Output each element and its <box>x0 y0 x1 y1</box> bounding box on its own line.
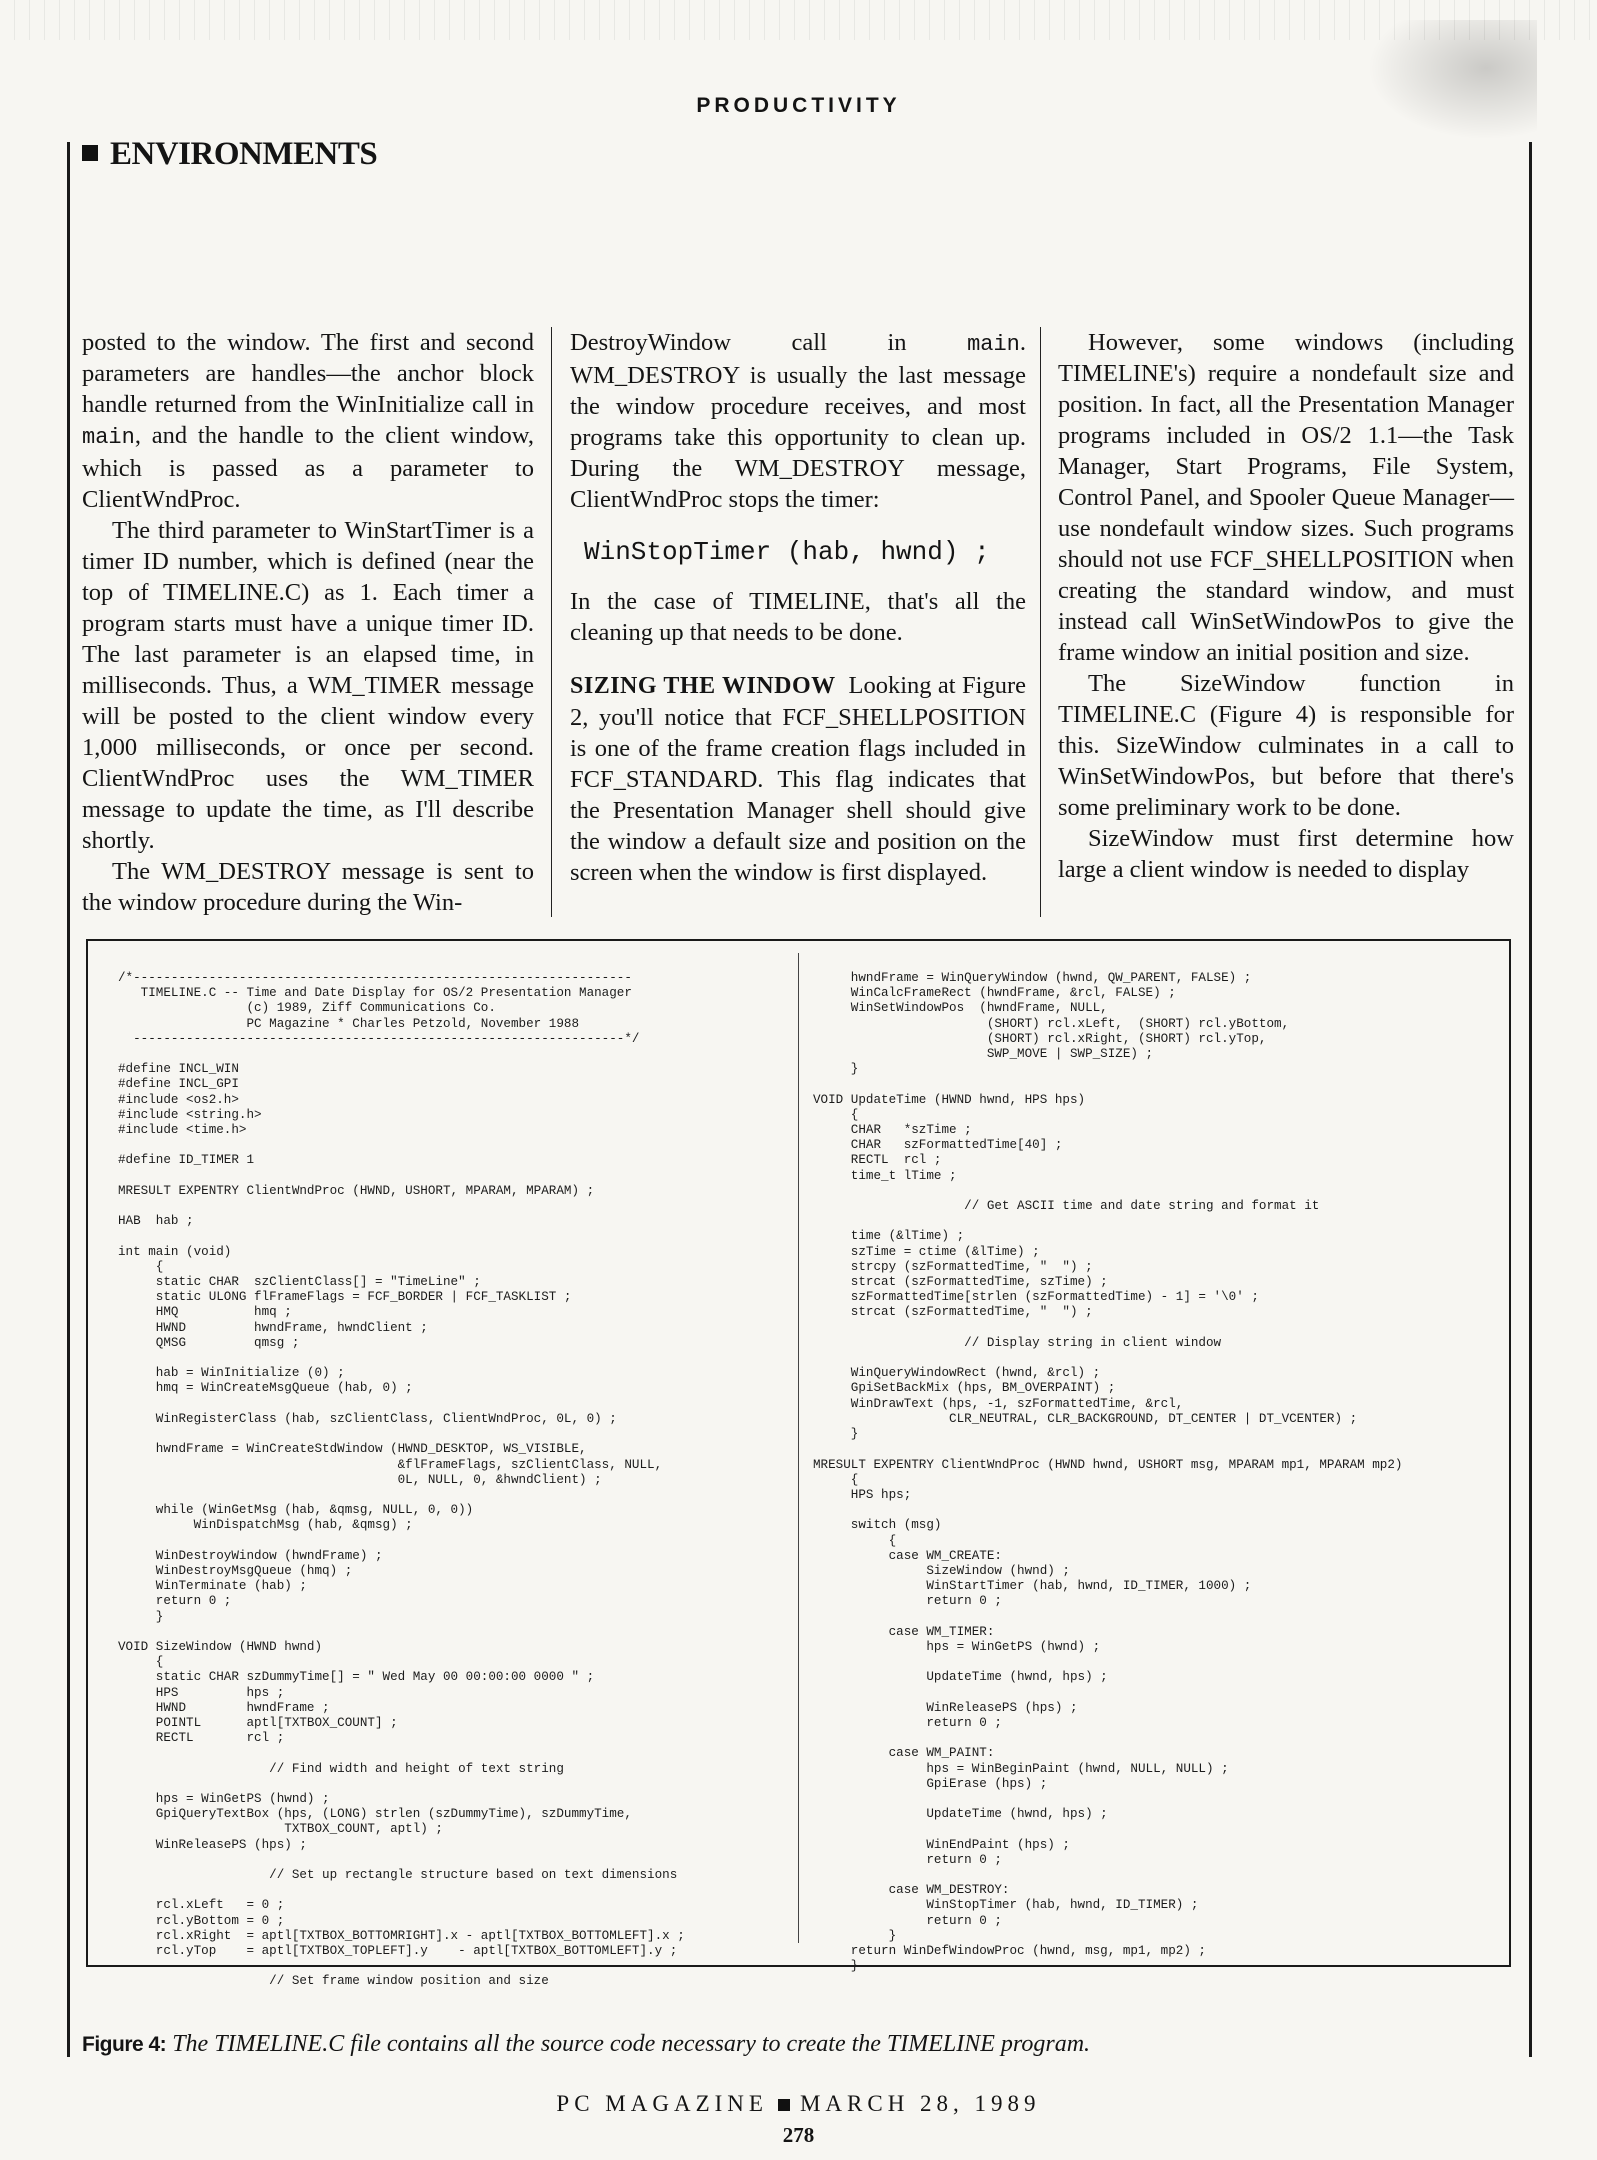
page-number: 278 <box>782 2123 815 2147</box>
paragraph: In the case of TIMELINE, that's all the cleaning up that needs to be done. <box>570 588 1026 646</box>
paragraph: SIZING THE WINDOW Looking at Figure 2, you'll notice that FCF_SHELLPOSITION is one of the frame creation flags included in FCF_STANDARD. This flag indicates that the Presentation Manager shell should give the window a default size and position on the screen when the window is first displayed. <box>570 672 1027 886</box>
scan-smudge <box>1367 20 1537 140</box>
article-column-3 <box>1058 327 1514 885</box>
paragraph: However, some windows (including TIMELINE's) require a nondefault size and position. In fact, all the Presentation Manager programs included in OS/2 1.1—the Task Manager, Start Programs, File System, Control Panel, and Spooler Queue Manager—use nondefault window sizes. Such programs should not use FCF_SHELLPOSITION when creating the standard window, and must instead call WinSetWindowPos to give the frame window an initial position and size. <box>1058 329 1514 666</box>
left-border-rule <box>67 142 70 2057</box>
section-header: PRODUCTIVITY <box>696 94 901 117</box>
caption-label: Figure 4: <box>82 2033 167 2056</box>
issue-date: MARCH 28, 1989 <box>799 2091 1041 2116</box>
column-divider <box>1040 327 1041 917</box>
footer-masthead <box>0 2091 1597 2117</box>
paragraph: The SizeWindow function in TIMELINE.C (Figure 4) is responsible for this. SizeWindow culminates in a call to WinSetWindowPos, but before that there's some preliminary work to be done. <box>1058 670 1514 821</box>
paragraph: DestroyWindow call in main. WM_DESTROY is usually the last message the window procedure receives, and most programs take this opportunity to clean up. During the WM_DESTROY message, ClientWndProc stops the timer: <box>570 329 1026 513</box>
inline-code: main <box>967 332 1020 357</box>
article-column-2 <box>570 327 1026 888</box>
caption-text: The TIMELINE.C file contains all the source code necessary to create the TIMELINE program. <box>166 2031 1091 2057</box>
paragraph: The WM_DESTROY message is sent to the window procedure during the Win- <box>82 858 534 916</box>
scan-noise <box>0 0 1597 40</box>
department-title <box>82 136 377 173</box>
listing-divider <box>798 953 799 1943</box>
figure-caption <box>82 2031 1090 2058</box>
square-bullet-icon <box>82 145 98 161</box>
article-column-1 <box>82 327 534 918</box>
figure-code-listing <box>86 939 1511 1989</box>
column-divider <box>551 327 552 917</box>
code-snippet: WinStopTimer (hab, hwnd) ; <box>584 537 990 567</box>
right-border-rule <box>1529 142 1532 2057</box>
paragraph: The third parameter to WinStartTimer is a timer ID number, which is defined (near the top of TIMELINE.C) as 1. Each timer a program starts must have a unique timer ID. The last parameter is an elapsed time, in milliseconds. Thus, a WM_TIMER message will be posted to the client window every 1,000 milliseconds, or once per second. ClientWndProc uses the WM_TIMER message to update the time, as I'll describe shortly. <box>82 517 534 854</box>
paragraph: posted to the window. The first and second parameters are handles—the anchor block handle returned from the WinInitialize call in main, and the handle to the client window, which is passed as a parameter to ClientWndProc. <box>82 329 534 513</box>
magazine-name: PC MAGAZINE <box>556 2091 768 2116</box>
paragraph: SizeWindow must first determine how large a client window is needed to display <box>1058 825 1514 883</box>
subhead: SIZING THE WINDOW <box>570 673 836 699</box>
square-bullet-icon <box>778 2099 790 2111</box>
code-listing-right: hwndFrame = WinQueryWindow (hwnd, QW_PARENT, FALSE) ; WinCalcFrameRect (hwndFrame, &rcl, FALSE) ; WinSetWindowPos (hwndFrame, NULL, (SHORT) rcl.xLeft, (SHORT) rcl.yBottom, (SHORT) rcl.xRight, (SHORT) rcl.yTop, SWP_MOVE | SWP_SIZE) ; } VOID UpdateTime (HWND hwnd, HPS hps) { CHAR *szTime ; CHAR szFormattedTime[40] ; RECTL rcl ; time_t lTime ; // Get ASCII time and date string and format it time (&lTime) ; szTime = ctime (&lTime) ; strcpy (szFormattedTime, " ") ; strcat (szFormattedTime, szTime) ; szFormattedTime[strlen (szFormattedTime) - 1] = '\0' ; strcat (szFormattedTime, " ") ; // Display string in client window WinQueryWindowRect (hwnd, &rcl) ; GpiSetBackMix (hps, BM_OVERPAINT) ; WinDrawText (hps, -1, szFormattedTime, &rcl, CLR_NEUTRAL, CLR_BACKGROUND, DT_CENTER | DT_VCENTER) ; } MRESULT EXPENTRY ClientWndProc (HWND hwnd, USHORT msg, MPARAM mp1, MPARAM mp2) { HPS hps; switch (msg) { case WM_CREATE: SizeWindow (hwnd) ; WinStartTimer (hab, hwnd, ID_TIMER, 1000) ; return 0 ; case WM_TIMER: hps = WinGetPS (hwnd) ; UpdateTime (hwnd, hps) ; WinReleasePS (hps) ; return 0 ; case WM_PAINT: hps = WinBeginPaint (hwnd, NULL, NULL) ; GpiErase (hps) ; UpdateTime (hwnd, hps) ; WinEndPaint (hps) ; return 0 ; case WM_DESTROY: WinStopTimer (hab, hwnd, ID_TIMER) ; return 0 ; } return WinDefWindowProc (hwnd, msg, mp1, mp2) ; } <box>813 971 1403 1974</box>
inline-code: main <box>82 425 135 450</box>
department-label: ENVIRONMENTS <box>110 136 378 172</box>
code-listing-left: /*------------------------------------------------------------------ TIMELINE.C -- Time and Date Display for OS/2 Presentation Manager (c) 1989, Ziff Communications Co. PC Magazine * Charles Petzold, November 1988 -----------------------------------------------------------------*/ #define INCL_WIN #define INCL_GPI #include <os2.h> #include <string.h> #include <time.h> #define ID_TIMER 1 MRESULT EXPENTRY ClientWndProc (HWND, USHORT, MPARAM, MPARAM) ; HAB hab ; int main (void) { static CHAR szClientClass[] = "TimeLine" ; static ULONG flFrameFlags = FCF_BORDER | FCF_TASKLIST ; HMQ hmq ; HWND hwndFrame, hwndClient ; QMSG qmsg ; hab = WinInitialize (0) ; hmq = WinCreateMsgQueue (hab, 0) ; WinRegisterClass (hab, szClientClass, ClientWndProc, 0L, 0) ; hwndFrame = WinCreateStdWindow (HWND_DESKTOP, WS_VISIBLE, &flFrameFlags, szClientClass, NULL, 0L, NULL, 0, &hwndClient) ; while (WinGetMsg (hab, &qmsg, NULL, 0, 0)) WinDispatchMsg (hab, &qmsg) ; WinDestroyWindow (hwndFrame) ; WinDestroyMsgQueue (hmq) ; WinTerminate (hab) ; return 0 ; } VOID SizeWindow (HWND hwnd) { static CHAR szDummyTime[] = " Wed May 00 00:00:00 0000 " ; HPS hps ; HWND hwndFrame ; POINTL aptl[TXTBOX_COUNT] ; RECTL rcl ; // Find width and height of text string hps = WinGetPS (hwnd) ; GpiQueryTextBox (hps, (LONG) strlen (szDummyTime), szDummyTime, TXTBOX_COUNT, aptl) ; WinReleasePS (hps) ; // Set up rectangle structure based on text dimensions rcl.xLeft = 0 ; rcl.yBottom = 0 ; rcl.xRight = aptl[TXTBOX_BOTTOMRIGHT].x - aptl[TXTBOX_BOTTOMLEFT].x ; rcl.yTop = aptl[TXTBOX_TOPLEFT].y - aptl[TXTBOX_BOTTOMLEFT].y ; // Set frame window position and size <box>118 971 685 1989</box>
